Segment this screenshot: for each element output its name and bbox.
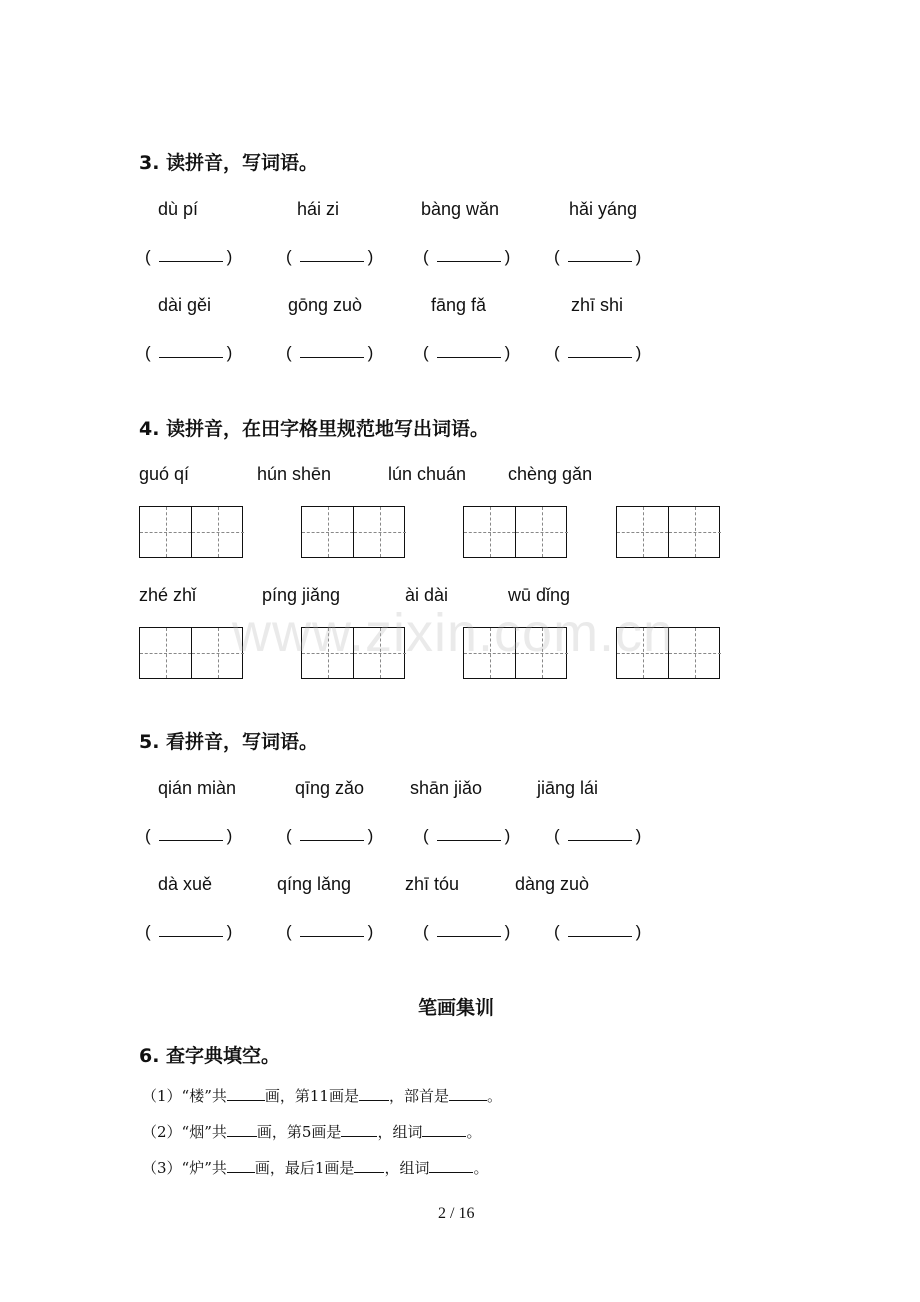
blank-line	[437, 922, 501, 937]
paren-open: (	[554, 343, 560, 362]
paren-close: )	[635, 343, 642, 362]
paren-open: (	[554, 247, 560, 266]
q6-text: 。	[487, 1087, 503, 1105]
q6-line	[142, 1157, 488, 1178]
answer-blank[interactable]	[145, 247, 232, 267]
answer-blank[interactable]	[286, 826, 373, 846]
fill-blank[interactable]	[227, 1123, 257, 1137]
blank-line	[568, 826, 632, 841]
paren-open: (	[554, 922, 560, 941]
blank-line	[568, 343, 632, 358]
pinyin-item: zhé zhǐ	[139, 585, 197, 605]
pinyin-item: zhī shi	[571, 295, 624, 315]
pinyin-item: píng jiǎng	[262, 585, 341, 605]
fill-blank[interactable]	[227, 1087, 265, 1101]
q6-text: 画，最后1画是	[254, 1159, 355, 1177]
paren-close: )	[367, 247, 374, 266]
paren-open: (	[286, 922, 292, 941]
answer-blank[interactable]	[554, 826, 641, 846]
tianzige-cell[interactable]	[464, 507, 516, 557]
paren-open: (	[145, 826, 151, 845]
answer-blank[interactable]	[554, 922, 641, 942]
paren-close: )	[504, 826, 511, 845]
pinyin-item: gōng zuò	[288, 295, 363, 315]
tianzige-box[interactable]	[139, 506, 243, 558]
blank-line	[437, 247, 501, 262]
paren-close: )	[635, 247, 642, 266]
paren-open: (	[145, 247, 151, 266]
blank-line	[159, 826, 223, 841]
section-title: 笔画集训	[418, 997, 495, 1019]
answer-blank[interactable]	[423, 247, 510, 267]
tianzige-box[interactable]	[616, 506, 720, 558]
paren-open: (	[286, 247, 292, 266]
paren-close: )	[367, 343, 374, 362]
fill-blank[interactable]	[227, 1159, 255, 1173]
blank-line	[568, 922, 632, 937]
q6-line	[142, 1085, 502, 1106]
pinyin-item: hún shēn	[257, 464, 332, 484]
paren-close: )	[226, 247, 233, 266]
paren-close: )	[635, 826, 642, 845]
fill-blank[interactable]	[354, 1159, 384, 1173]
pinyin-item: qián miàn	[158, 778, 237, 798]
blank-line	[300, 922, 364, 937]
tianzige-box[interactable]	[463, 506, 567, 558]
pinyin-item: shān jiǎo	[410, 778, 483, 798]
blank-line	[300, 343, 364, 358]
answer-blank[interactable]	[286, 922, 373, 942]
paren-close: )	[226, 922, 233, 941]
paren-open: (	[145, 343, 151, 362]
tianzige-cell[interactable]	[516, 507, 568, 557]
q6-text: ，组词	[377, 1123, 423, 1141]
paren-open: (	[145, 922, 151, 941]
paren-close: )	[367, 922, 374, 941]
blank-line	[159, 247, 223, 262]
paren-close: )	[504, 247, 511, 266]
q4-heading: 4. 读拼音，在田字格里规范地写出词语。	[139, 418, 490, 440]
blank-line	[568, 247, 632, 262]
answer-blank[interactable]	[423, 826, 510, 846]
answer-blank[interactable]	[554, 247, 641, 267]
pinyin-item: fāng fǎ	[431, 295, 487, 315]
paren-close: )	[504, 922, 511, 941]
q6-heading: 6. 查字典填空。	[139, 1045, 281, 1067]
pinyin-item: dù pí	[158, 199, 199, 219]
q6-text: 。	[473, 1159, 489, 1177]
blank-line	[159, 343, 223, 358]
fill-blank[interactable]	[359, 1087, 389, 1101]
tianzige-box[interactable]	[139, 627, 243, 679]
tianzige-cell[interactable]	[192, 507, 244, 557]
paren-open: (	[423, 826, 429, 845]
blank-line	[300, 247, 364, 262]
pinyin-item: zhī tóu	[405, 874, 460, 894]
tianzige-cell[interactable]	[302, 507, 354, 557]
q6-text: （2）“烟”共	[142, 1123, 227, 1141]
pinyin-item: qíng lǎng	[277, 874, 352, 894]
paren-open: (	[423, 922, 429, 941]
paren-open: (	[423, 343, 429, 362]
answer-blank[interactable]	[286, 247, 373, 267]
pinyin-item: dài gěi	[158, 295, 212, 315]
pinyin-item: wū dǐng	[508, 585, 571, 605]
blank-line	[437, 343, 501, 358]
paren-close: )	[635, 922, 642, 941]
q6-text: （1）“楼”共	[142, 1087, 227, 1105]
answer-blank[interactable]	[145, 343, 232, 363]
answer-blank[interactable]	[554, 343, 641, 363]
pinyin-item: jiāng lái	[537, 778, 599, 798]
pinyin-item: hǎi yáng	[569, 199, 638, 219]
tianzige-cell[interactable]	[140, 628, 192, 678]
answer-blank[interactable]	[145, 826, 232, 846]
pinyin-item: dàng zuò	[515, 874, 590, 894]
answer-blank[interactable]	[286, 343, 373, 363]
paren-open: (	[423, 247, 429, 266]
fill-blank[interactable]	[422, 1123, 466, 1137]
paren-close: )	[226, 826, 233, 845]
answer-blank[interactable]	[423, 343, 510, 363]
q3-heading: 3. 读拼音，写词语。	[139, 152, 319, 174]
blank-line	[437, 826, 501, 841]
pinyin-item: bàng wǎn	[421, 199, 500, 219]
pinyin-item: chèng gǎn	[508, 464, 593, 484]
tianzige-cell[interactable]	[140, 507, 192, 557]
fill-blank[interactable]	[341, 1123, 377, 1137]
pinyin-item: ài dài	[405, 585, 449, 605]
q6-text: ，组词	[384, 1159, 430, 1177]
tianzige-cell[interactable]	[669, 507, 721, 557]
tianzige-cell[interactable]	[617, 507, 669, 557]
blank-line	[300, 826, 364, 841]
tianzige-box[interactable]	[301, 506, 405, 558]
answer-blank[interactable]	[423, 922, 510, 942]
paren-open: (	[286, 343, 292, 362]
paren-open: (	[554, 826, 560, 845]
paren-close: )	[226, 343, 233, 362]
paren-close: )	[504, 343, 511, 362]
pinyin-item: dà xuě	[158, 874, 213, 894]
paren-close: )	[367, 826, 374, 845]
answer-blank[interactable]	[145, 922, 232, 942]
fill-blank[interactable]	[429, 1159, 473, 1173]
q5-heading: 5. 看拼音，写词语。	[139, 731, 319, 753]
tianzige-cell[interactable]	[669, 628, 721, 678]
pinyin-item: hái zi	[297, 199, 340, 219]
watermark: www.zixin.com.cn	[232, 603, 675, 663]
pinyin-item: qīng zǎo	[295, 778, 365, 798]
pinyin-item: lún chuán	[388, 464, 467, 484]
q6-text: 画，第5画是	[256, 1123, 342, 1141]
pinyin-item: guó qí	[139, 464, 190, 484]
blank-line	[159, 922, 223, 937]
q6-text: （3）“炉”共	[142, 1159, 227, 1177]
paren-open: (	[286, 826, 292, 845]
q6-text: 。	[466, 1123, 482, 1141]
tianzige-cell[interactable]	[354, 507, 406, 557]
page-number: 2 / 16	[438, 1205, 475, 1222]
q6-line	[142, 1121, 481, 1142]
fill-blank[interactable]	[449, 1087, 487, 1101]
q6-text: ，部首是	[388, 1087, 449, 1105]
q6-text: 画，第11画是	[264, 1087, 359, 1105]
